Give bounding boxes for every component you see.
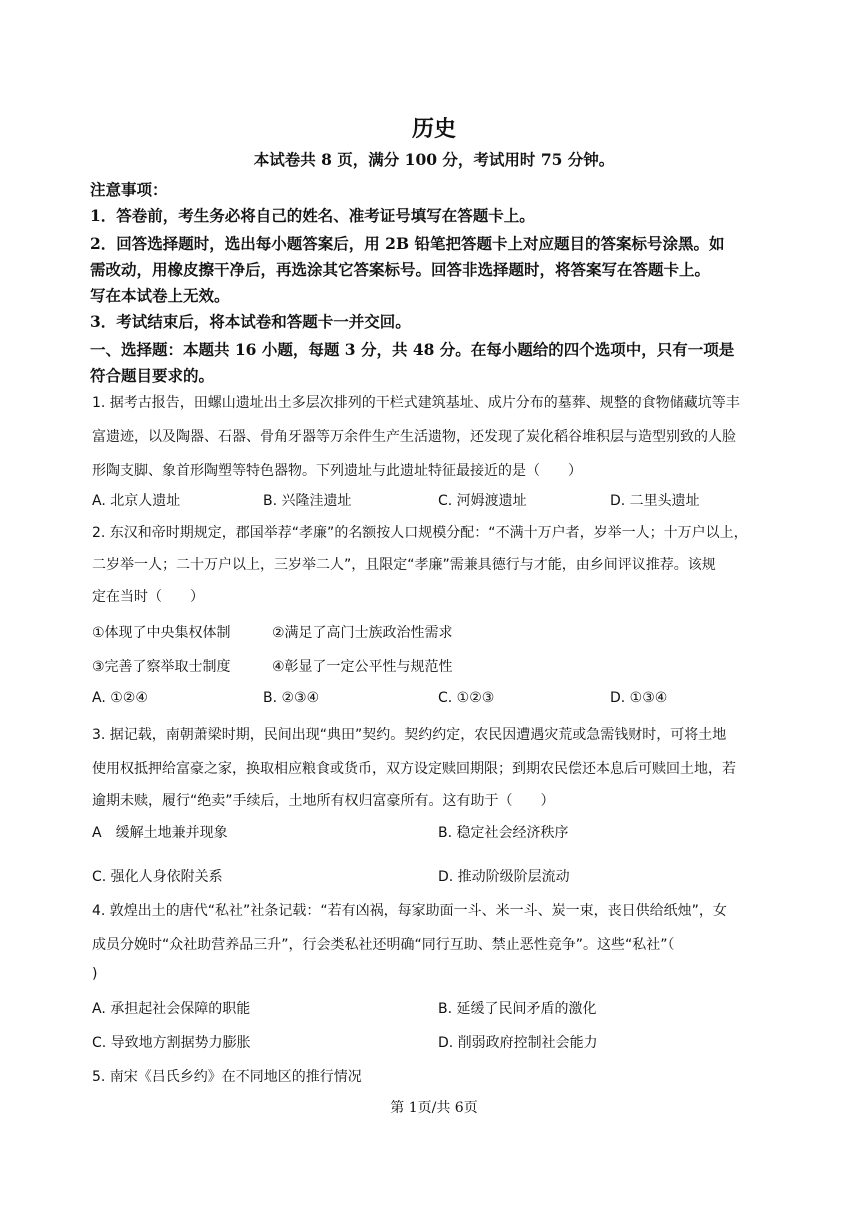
notice-item-2-cont2: 写在本试卷上无效。 (90, 286, 230, 305)
q4-option-b[interactable]: B. 延缓了民间矛盾的激化 (438, 1001, 597, 1017)
notice-item-1: 1．答卷前，考生务必将自己的姓名、准考证号填写在答题卡上。 (90, 206, 535, 225)
q1-option-b[interactable]: B. 兴隆洼遗址 (263, 493, 352, 509)
q1-option-a[interactable]: A. 北京人遗址 (92, 493, 181, 509)
q1-line-2: 富遗迹，以及陶器、石器、骨角牙器等万余件生产生活遗物，还发现了炭化稻谷堆积层与造型别致的人脸 (92, 429, 736, 445)
exam-info: 本试卷共 8 页，满分 100 分，考试用时 75 分钟。 (253, 150, 615, 169)
q2-line-3: 定在当时（ ） (92, 589, 204, 605)
notice-item-3: 3．考试结束后，将本试卷和答题卡一并交回。 (90, 312, 411, 331)
q5-line-1: 5. 南宋《吕氏乡约》在不同地区的推行情况 (92, 1069, 362, 1085)
q2-statement-2: ②满足了高门士族政治性需求 (272, 625, 453, 641)
q2-statement-1: ①体现了中央集权体制 (92, 625, 231, 641)
page-title: 历史 (411, 116, 456, 142)
notice-heading: 注意事项： (90, 180, 168, 199)
q2-option-a[interactable]: A. ①②④ (92, 690, 148, 706)
q2-line-2: 二岁举一人；二十万户以上，三岁举二人”，且限定“孝廉”需兼具德行与才能，由乡间评议推荐。该规 (92, 557, 716, 573)
q3-line-1: 3. 据记载，南朝萧梁时期，民间出现“典田”契约。契约约定，农民因遭遇灾荒或急需钱财时，可将土地 (92, 727, 727, 743)
q2-statement-4: ④彰显了一定公平性与规范性 (272, 659, 453, 675)
notice-item-2: 2．回答选择题时，选出每小题答案后，用 2B 铅笔把答题卡上对应题目的答案标号涂黑。如 (90, 234, 725, 253)
q1-line-1: 1. 据考古报告，田螺山遗址出土多层次排列的干栏式建筑基址、成片分布的墓葬、规整的食物储藏坑等丰 (92, 395, 740, 411)
q1-option-d[interactable]: D. 二里头遗址 (610, 493, 700, 509)
q2-option-c[interactable]: C. ①②③ (438, 690, 495, 706)
q2-option-d[interactable]: D. ①③④ (610, 690, 668, 706)
q2-statement-3: ③完善了察举取士制度 (92, 659, 231, 675)
notice-item-2-cont: 需改动，用橡皮擦干净后，再选涂其它答案标号。回答非选择题时，将答案写在答题卡上。 (90, 260, 711, 279)
q3-option-c[interactable]: C. 强化人身依附关系 (92, 869, 223, 885)
section-heading-cont: 符合题目要求的。 (90, 366, 215, 385)
q4-option-d[interactable]: D. 削弱政府控制社会能力 (438, 1035, 598, 1051)
q4-line-2: 成员分娩时“众社助营养品三升”，行会类私社还明确“同行互助、禁止恶性竞争”。这些“私社”（ (92, 937, 675, 953)
q1-option-c[interactable]: C. 河姆渡遗址 (438, 493, 527, 509)
q4-option-c[interactable]: C. 导致地方割据势力膨胀 (92, 1035, 251, 1051)
q3-option-d[interactable]: D. 推动阶级阶层流动 (438, 869, 570, 885)
q3-option-a[interactable]: A 缓解土地兼并现象 (92, 825, 228, 841)
q2-option-b[interactable]: B. ②③④ (263, 690, 320, 706)
section-heading: 一、选择题：本题共 16 小题，每题 3 分，共 48 分。在每小题给的四个选项中，只有一项是 (90, 340, 735, 359)
q3-line-3: 逾期未赎，履行“绝卖”手续后，土地所有权归富豪所有。这有助于（ ） (92, 793, 555, 809)
q3-line-2: 使用权抵押给富豪之家，换取相应粮食或货币，双方设定赎回期限；到期农民偿还本息后可赎回土地，若 (92, 761, 736, 777)
q2-line-1: 2. 东汉和帝时期规定，郡国举荐“孝廉”的名额按人口规模分配：“不满十万户者，岁举一人；十万户以上， (92, 525, 748, 541)
q1-line-3: 形陶支脚、象首形陶塑等特色器物。下列遗址与此遗址特征最接近的是（ ） (92, 463, 582, 479)
q3-option-b[interactable]: B. 稳定社会经济秩序 (438, 825, 569, 841)
q4-option-a[interactable]: A. 承担起社会保障的职能 (92, 1001, 251, 1017)
q4-line-1: 4. 敦煌出土的唐代“私社”社条记载：“若有凶祸，每家助面一斗、米一斗、炭一束，丧日供给纸烛”，女 (92, 903, 727, 919)
page-number: 第 1页/共 6页 (390, 1100, 478, 1116)
q4-line-3: ) (92, 966, 98, 982)
